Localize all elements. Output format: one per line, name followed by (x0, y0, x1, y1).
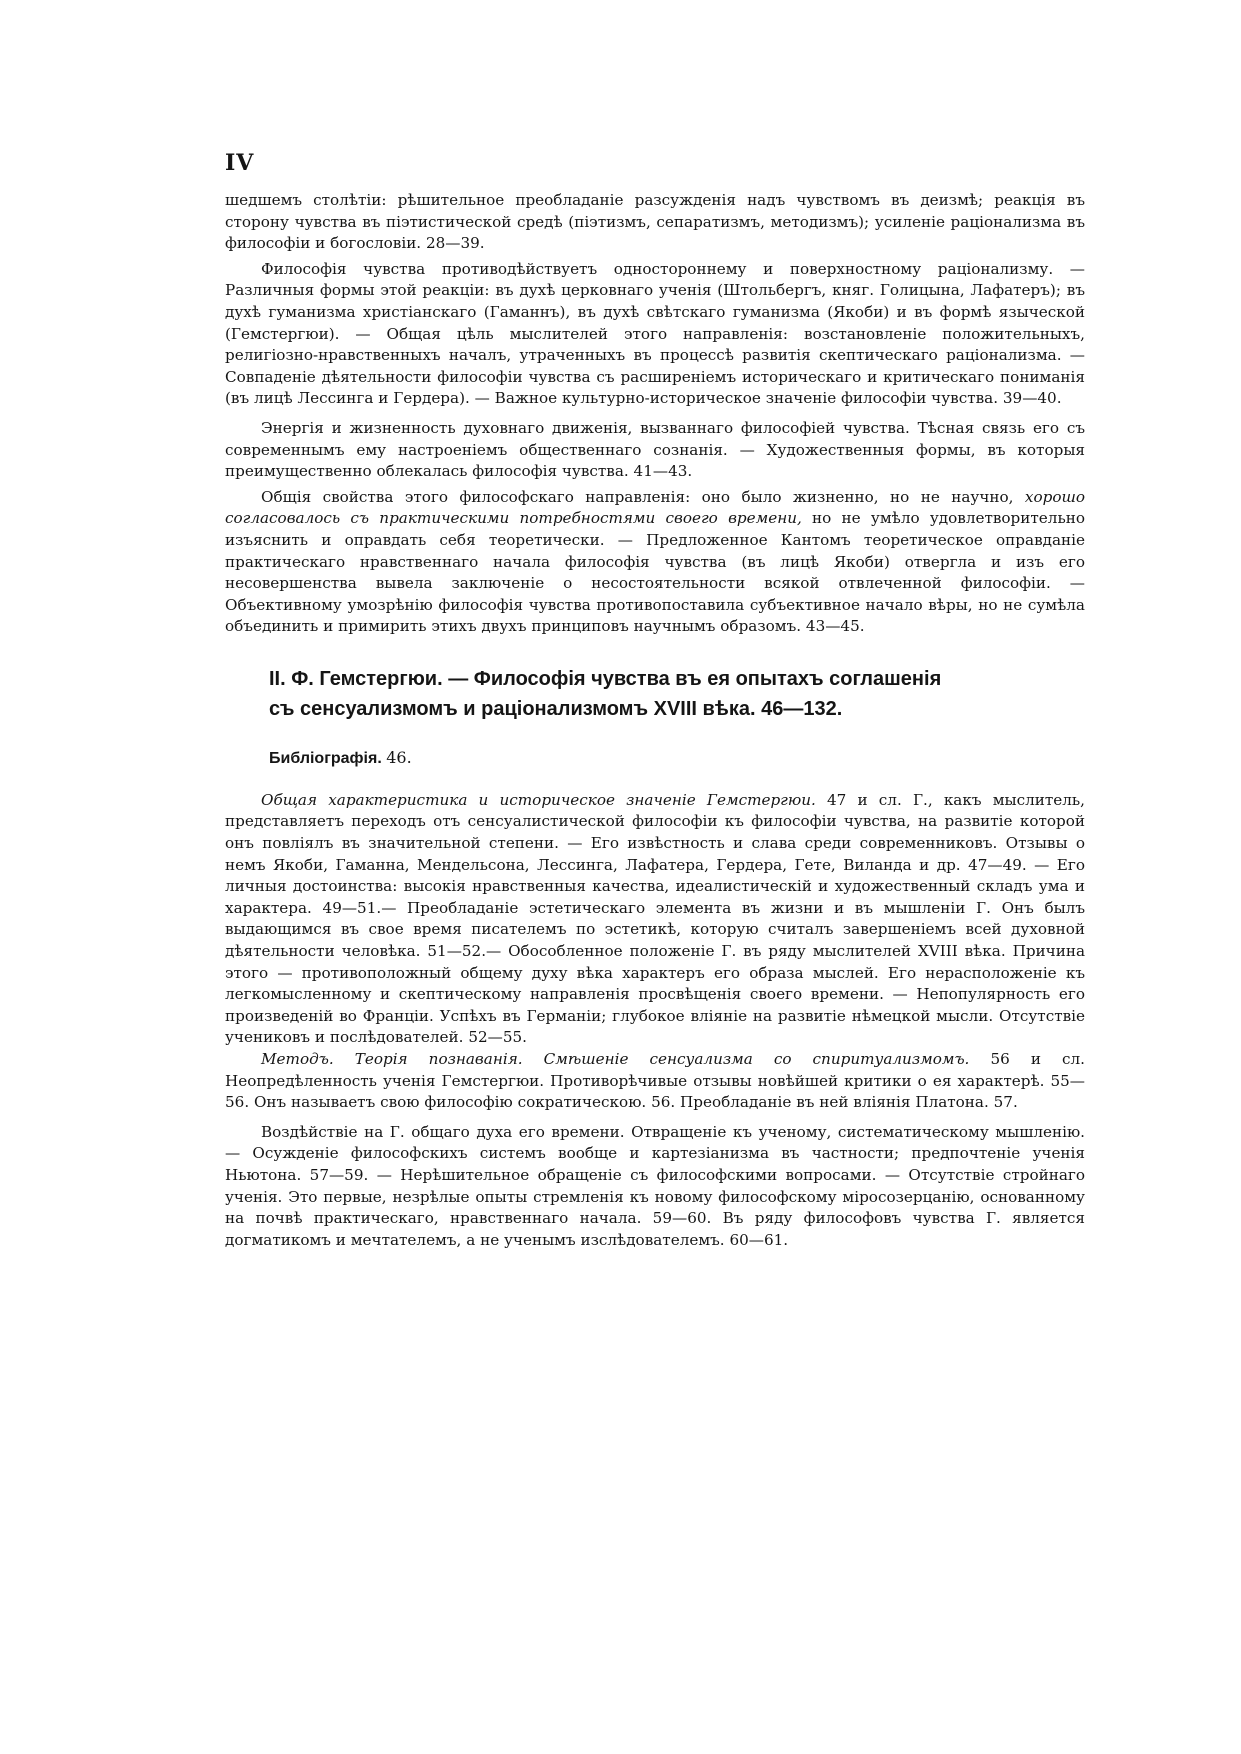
paragraph-text: 47 и сл. Г., какъ мыслитель, представляетъ переходъ отъ сенсуалистической философіи къ философіи чувства, на развитіе которой онъ повліялъ въ значительной степени. — Его извѣстность и слава среди современниковъ. Отзывы о немъ Якоби, Гаманна, Мендельсона, Лессинга, Лафатера, Гердера, Гете, Виланда и др. 47—49. — Его личныя достоинства: высокія нравственныя качества, идеалистическій и художественный складъ ума и характера. 49—51.— Преобладаніе эстетическаго элемента въ жизни и въ мышленіи Г. Онъ былъ выдающимся въ свое время писателемъ по эстетикѣ, которую считалъ завершеніемъ всей духовной дѣятельности человѣка. 51—52.— Обособленное положеніе Г. въ ряду мыслителей XVIII вѣка. Причина этого — противоположный общему духу вѣка характеръ его образа мыслей. Его нерасположеніе къ легкомысленному и скептическому направленія просвѣщенія своего времени. — Непопулярность его произведеній во Франціи. Успѣхъ въ Германіи; глубокое вліяніе на развитіе нѣмецкой мысли. Отсутствіе учениковъ и послѣдователей. 52—55. (225, 790, 1086, 1047)
page-number: IV (225, 150, 255, 176)
bibliography-label: Библіографія. (269, 749, 382, 767)
bibliography-page: 46. (386, 747, 412, 767)
section-heading-line-1: II. Ф. Гемстергюи. — Философія чувства въ ея опытахъ соглашенія (269, 667, 942, 690)
section-heading (225, 664, 1085, 724)
paragraph-text: но не умѣло удовлетворительно изъяснить и оправдать себя теоретически. — Предложенное Кантомъ теоретическое оправданіе практическаго нравственнаго начала философія чувства (въ лицѣ Якоби) отвергла и изъ его несовершенства вывела заключеніе о несостоятельности всякой отвлеченной философіи. — Объективному умозрѣнію философія чувства противопоставила субъективное начало вѣры, но не сумѣла объединить и примирить этихъ двухъ принциповъ научнымъ образомъ. 43—45. (225, 509, 1085, 636)
paragraph-deism: шедшемъ столѣтіи: рѣшительное преобладаніе разсужденія надъ чувствомъ въ деизмѣ; реакція въ сторону чувства въ піэтистической средѣ (піэтизмъ, сепаратизмъ, методизмъ); усиленіе раціонализма въ философіи и богословіи. 28—39. (225, 191, 1085, 253)
emphasis-text: Общая характеристика и историческое значеніе Гемстергюи. (261, 790, 816, 809)
emphasis-text: хорошо согласовалось съ практическими потребностями своего времени, (225, 487, 1085, 528)
emphasis-text: Методъ. Теорія познаванія. Смѣшеніе сенсуализма со спиритуализмомъ. (261, 1050, 970, 1068)
section-heading-line-2: съ сенсуализмомъ и раціонализмомъ XVIII вѣка. 46—132. (269, 697, 843, 720)
book-page (225, 150, 1085, 1251)
paragraph-text: 56 и сл. Неопредѣленность ученія Гемстергюи. Противорѣчивые отзывы новѣйшей критики о ея характерѣ. 55—56. Онъ называетъ свою философію сократическою. 56. Преобладаніе въ ней вліянія Платона. 57. (225, 1050, 1085, 1112)
paragraph-influence-of-era: Воздѣйствіе на Г. общаго духа его времени. Отвращеніе къ ученому, систематическому мышленію. — Осужденіе философскихъ системъ вообще и картезіанизма въ частности; предпочтеніе ученія Ньютона. 57—59. — Нерѣшительное обращеніе съ философскими вопросами. — Отсутствіе стройнаго ученія. Это первые, незрѣлые опыты стремленія къ новому философскому міросозерцанію, основанному на почвѣ практическаго, нравственнаго начала. 59—60. Въ ряду философовъ чувства Г. является догматикомъ и мечтателемъ, а не ученымъ изслѣдователемъ. 60—61. (225, 1122, 1085, 1249)
paragraph-general-properties (225, 487, 1085, 638)
paragraph-philosophy-of-feeling: Философія чувства противодѣйствуетъ одностороннему и поверхностному раціонализму. — Различныя формы этой реакціи: въ духѣ церковнаго ученія (Штольбергъ, княг. Голицына, Лафатеръ); въ духѣ гуманизма христіанскаго (Гаманнъ), въ духѣ свѣтскаго гуманизма (Якоби) и въ формѣ языческой (Гемстергюи). — Общая цѣль мыслителей этого направленія: возстановленіе положительныхъ, религіозно-нравственныхъ началъ, утраченныхъ въ процессѣ развитія скептическаго раціонализма. — Совпаденіе дѣятельности философіи чувства съ расширеніемъ историческаго и критическаго пониманія (въ лицѣ Лессинга и Гердера). — Важное культурно-историческое значеніе философіи чувства. 39—40. (225, 259, 1085, 408)
bibliography-line (269, 748, 1085, 768)
paragraph-characteristics (225, 790, 1085, 1049)
paragraph-text: Общія свойства этого философскаго направленія: оно было жизненно, но не научно, (261, 487, 1025, 506)
paragraph-method (225, 1049, 1085, 1114)
paragraph-energy-of-movement: Энергія и жизненность духовнаго движенія, вызваннаго философіей чувства. Тѣсная связь его съ современнымъ ему настроеніемъ общественнаго сознанія. — Художественныя формы, въ которыя преимущественно облекалась философія чувства. 41—43. (225, 418, 1085, 481)
